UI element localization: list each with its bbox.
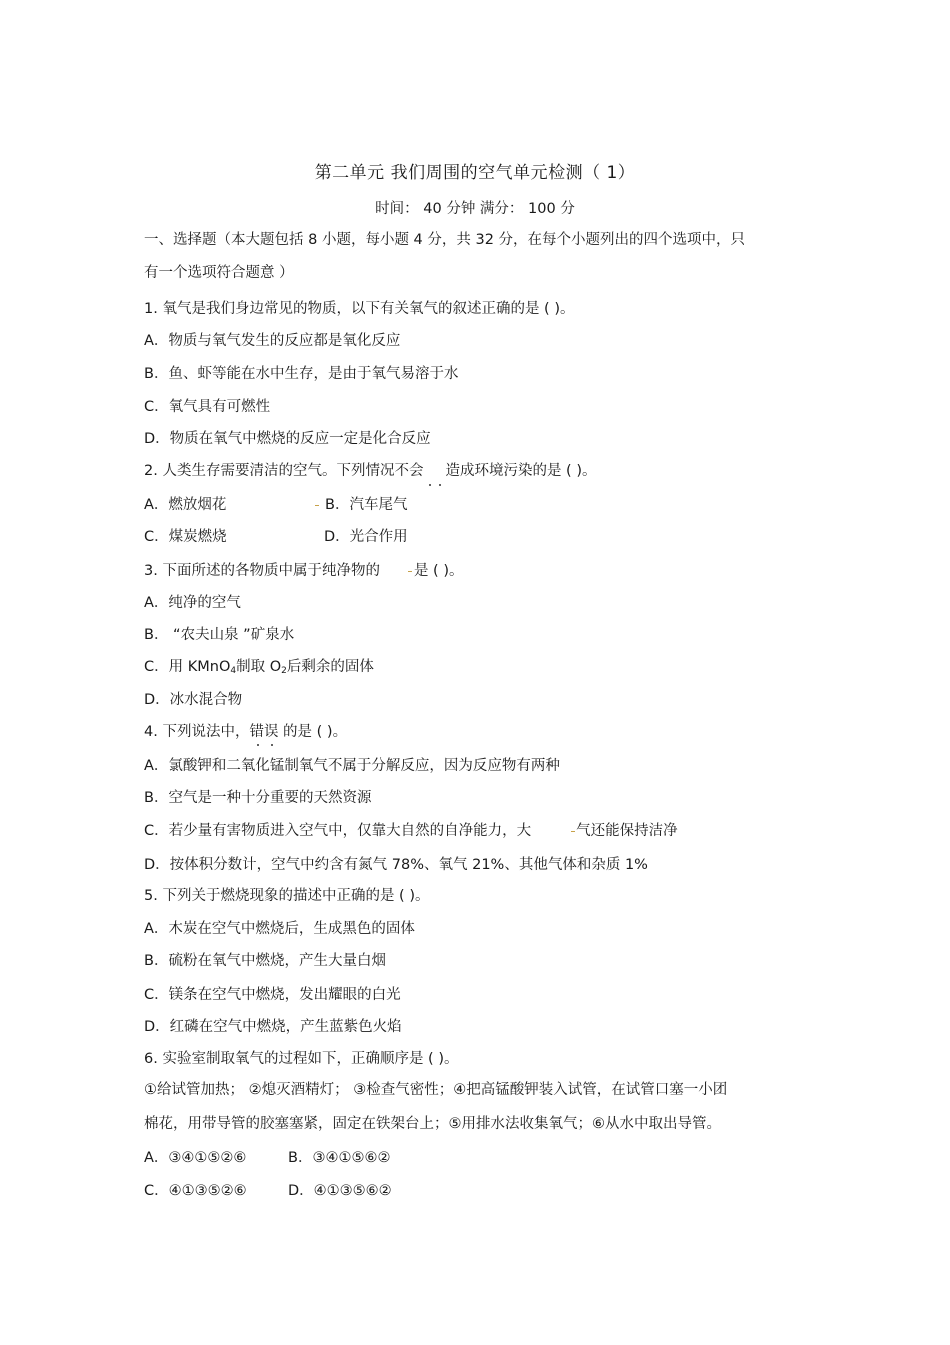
q2-option-b-row: [313, 496, 407, 514]
q2-option-b: B．汽车尾气: [325, 497, 408, 513]
q3-stem: [144, 562, 464, 580]
q6-option-a: A．③④①⑤②⑥: [144, 1150, 247, 1166]
q3-option-c-pre: C．用 KMnO: [144, 659, 231, 675]
scan-speck: [315, 505, 319, 506]
q2-option-d: D．光合作用: [324, 529, 408, 545]
q3-option-a: A．纯净的空气: [144, 595, 241, 611]
q4-option-a: A．氯酸钾和二氧化锰制氧气不属于分解反应，因为反应物有两种: [144, 758, 560, 774]
q3-option-c-post: 后剩余的固体: [286, 659, 374, 675]
q6-option-b: B．③④①⑤⑥②: [288, 1150, 391, 1166]
q4-stem-part2: 的是 ( )。: [278, 724, 348, 740]
q4-option-d: D．按体积分数计，空气中约含有氮气 78%、氧气 21%、其他气体和杂质 1%: [144, 857, 648, 873]
q3-option-b: B． “农夫山泉 ”矿泉水: [144, 627, 295, 643]
q6-stem: 6. 实验室制取氧气的过程如下，正确顺序是 ( )。: [144, 1051, 459, 1067]
q5-option-d: D．红磷在空气中燃烧，产生蓝紫色火焰: [144, 1019, 402, 1035]
q6-option-d: D．④①③⑤⑥②: [288, 1183, 392, 1199]
q1-option-b: B．鱼、虾等能在水中生存，是由于氧气易溶于水: [144, 366, 459, 382]
q4-option-b: B．空气是一种十分重要的天然资源: [144, 790, 372, 806]
section-heading-line2: 有一个选项符合题意 ）: [144, 265, 294, 281]
subscript-2: 2: [281, 666, 287, 676]
q6-option-c: C．④①③⑤②⑥: [144, 1183, 247, 1199]
q4-option-c: [144, 822, 678, 840]
q1-stem: 1. 氧气是我们身边常见的物质，以下有关氧气的叙述正确的是 ( )。: [144, 301, 575, 317]
q3-option-d: D．冰水混合物: [144, 692, 243, 708]
q2-option-a: A．燃放烟花: [144, 497, 227, 513]
q4-option-c-part1: C．若少量有害物质进入空气中，仅靠大自然的自净能力，大: [144, 823, 532, 839]
q1-option-c: C．氧气具有可燃性: [144, 399, 271, 415]
q3-option-c: [144, 658, 374, 680]
q3-stem-part1: 3. 下面所述的各物质中属于纯净物的: [144, 563, 380, 579]
q4-emphasis-char2: 误: [263, 724, 279, 740]
subscript-4: 4: [230, 666, 237, 676]
q4-stem: [144, 723, 347, 741]
q5-stem: 5. 下列关于燃烧现象的描述中正确的是 ( )。: [144, 888, 430, 904]
q5-option-b: B．硫粉在氧气中燃烧，产生大量白烟: [144, 953, 386, 969]
q4-emphasis-char1: 错: [249, 724, 264, 740]
time-and-score: 时间： 40 分钟 满分： 100 分: [375, 201, 575, 217]
section-heading-line1: 一、选择题（本大题包括 8 小题，每小题 4 分，共 32 分，在每个小题列出的四个选项中，只: [144, 232, 746, 248]
q2-option-c: C．煤炭燃烧: [144, 529, 227, 545]
document-title: 第二单元 我们周围的空气单元检测（ 1）: [314, 163, 636, 183]
q1-option-d: D．物质在氧气中燃烧的反应一定是化合反应: [144, 431, 431, 447]
q2-stem-part2: 造成环境污染的是 ( )。: [445, 463, 597, 479]
q2-stem: [144, 462, 597, 480]
scan-speck: [408, 571, 412, 572]
emphasis-dots: [423, 462, 445, 480]
q5-option-a: A．木炭在空气中燃烧后，生成黑色的固体: [144, 921, 415, 937]
q3-option-c-mid: 制取 O: [236, 659, 282, 675]
q4-stem-part1: 4. 下列说法中，: [144, 724, 250, 740]
q5-option-c: C．镁条在空气中燃烧，发出耀眼的白光: [144, 987, 401, 1003]
scan-speck: [571, 831, 575, 832]
q6-steps-line2: 棉花，用带导管的胶塞塞紧，固定在铁架台上；⑤用排水法收集氧气；⑥从水中取出导管。: [144, 1116, 721, 1132]
q3-stem-part2: 是 ( )。: [413, 563, 464, 579]
q6-steps-line1: ①给试管加热； ②熄灭酒精灯； ③检查气密性；④把高锰酸钾装入试管，在试管口塞一小团: [144, 1082, 728, 1098]
q4-option-c-part2: 气还能保持洁净: [576, 823, 678, 839]
q2-stem-part1: 2. 人类生存需要清洁的空气。下列情况不会: [144, 463, 424, 479]
q1-option-a: A．物质与氧气发生的反应都是氧化反应: [144, 333, 401, 349]
